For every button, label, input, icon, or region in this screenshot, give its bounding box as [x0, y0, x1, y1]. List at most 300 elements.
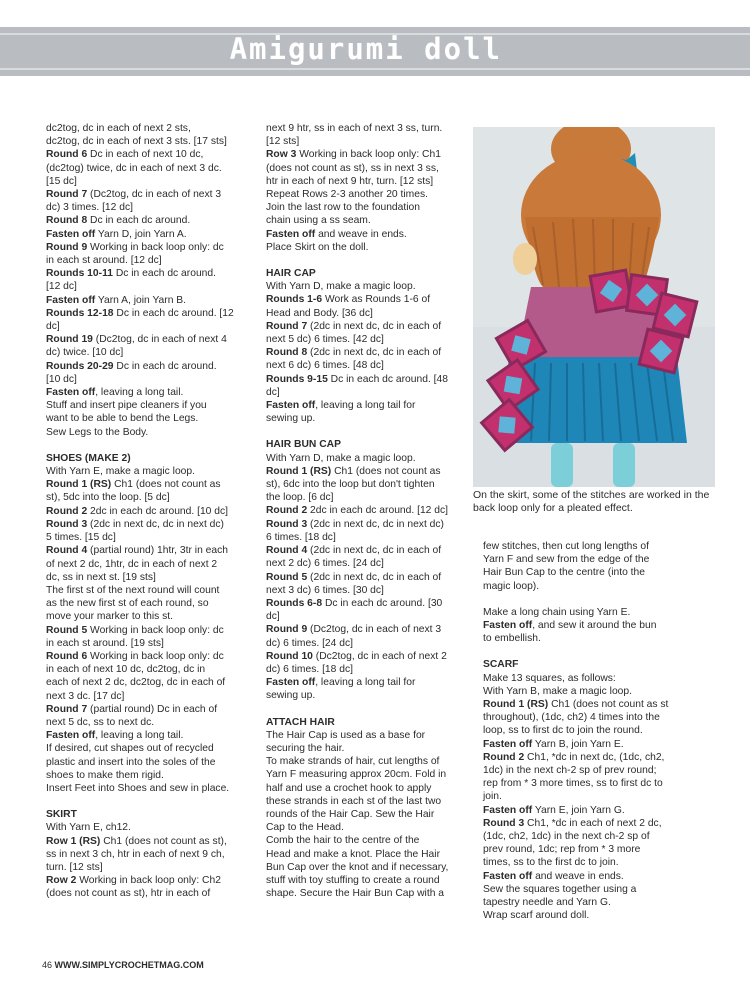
pattern-text: With Yarn B, make a magic loop.	[483, 685, 632, 697]
pattern-line	[46, 241, 246, 254]
pattern-text: want to be able to bend the Legs.	[46, 413, 199, 425]
pattern-text: Yarn B, join Yarn E.	[532, 738, 624, 750]
pattern-step-label: Fasten off	[483, 804, 533, 816]
pattern-step-label: Round 7	[266, 320, 308, 332]
pattern-line	[483, 843, 705, 856]
pattern-text: ss in next 3 ch, htr in each of next 9 ch,	[46, 848, 225, 860]
pattern-line	[266, 768, 462, 781]
pattern-line	[266, 518, 462, 531]
pattern-line	[46, 624, 246, 637]
section-heading: HAIR CAP	[266, 268, 316, 280]
section-heading: SHOES (MAKE 2)	[46, 452, 131, 464]
pattern-step-label: Rounds 1-6	[266, 294, 323, 306]
pattern-text: Dc in each of next 10 dc,	[87, 149, 204, 161]
pattern-line	[266, 307, 462, 320]
pattern-text: Bun Cap over the knot and if necessary,	[266, 861, 449, 873]
pattern-step-label: Round 4	[266, 545, 308, 557]
pattern-line	[266, 373, 462, 386]
pattern-text: Ch1, *dc in each of next 2 dc,	[524, 817, 662, 829]
pattern-step-label: Row 3	[266, 149, 297, 161]
pattern-line	[46, 254, 246, 267]
photo-caption: On the skirt, some of the stitches are worked in the back loop only for a pleated effect.	[473, 489, 710, 514]
pattern-text: Dc in each dc around. [48	[327, 373, 449, 385]
pattern-text: Dc in each dc around. [30	[322, 597, 443, 609]
pattern-text: [12 sts]	[266, 136, 300, 148]
pattern-line	[46, 650, 246, 663]
pattern-line	[266, 228, 462, 241]
page-title: Amigurumi doll	[229, 32, 502, 66]
pattern-text: each of next 2 dc, dc2tog, dc in each of	[46, 677, 226, 689]
pattern-line	[46, 346, 246, 359]
pattern-line	[46, 531, 246, 544]
pattern-text: Yarn A, join Yarn B.	[95, 294, 187, 306]
pattern-line	[266, 241, 462, 254]
pattern-line	[266, 175, 462, 188]
pattern-line	[46, 465, 246, 478]
title-banner	[0, 27, 750, 76]
pattern-line	[266, 162, 462, 175]
pattern-line	[46, 861, 246, 874]
pattern-line	[46, 597, 246, 610]
pattern-text: few stitches, then cut long lengths of	[483, 541, 649, 552]
pattern-step-label: Row 1 (RS)	[46, 835, 101, 847]
pattern-line	[266, 557, 462, 570]
pattern-line	[483, 724, 705, 737]
pattern-text: 1dc) in the next ch-2 sp of prev round;	[483, 765, 657, 777]
pattern-text: throughout), (1dc, ch2) 4 times into the	[483, 712, 660, 724]
pattern-text: rep from * 3 more times, ss to first dc to	[483, 778, 663, 790]
pattern-line	[266, 201, 462, 214]
pattern-line	[266, 597, 462, 610]
pattern-text: Join the last row to the foundation	[266, 202, 420, 214]
pattern-line	[483, 896, 705, 909]
pattern-line	[266, 874, 462, 887]
pattern-line	[46, 584, 246, 597]
pattern-text: Head and Body. [36 dc]	[266, 307, 373, 319]
pattern-line	[266, 637, 462, 650]
pattern-line	[266, 188, 462, 201]
pattern-text: next 5 dc) 6 times. [42 dc]	[266, 334, 384, 346]
text-column-3	[483, 540, 705, 922]
pattern-line	[483, 764, 705, 777]
pattern-text: Repeat Rows 2-3 another 20 times.	[266, 189, 428, 201]
pattern-line	[483, 685, 705, 698]
pattern-line	[483, 619, 705, 632]
pattern-text: in each st around. [19 sts]	[46, 637, 164, 649]
pattern-text: shoes to make them rigid.	[46, 769, 164, 781]
pattern-text: st), 5dc into the loop. [5 dc]	[46, 492, 170, 504]
pattern-text: Working in back loop only: dc	[87, 624, 224, 636]
pattern-step-label: Round 7	[46, 189, 88, 201]
pattern-text: The Hair Cap is used as a base for	[266, 729, 426, 741]
pattern-line	[46, 188, 246, 201]
pattern-line	[483, 566, 705, 579]
pattern-step-label: Round 1 (RS)	[483, 699, 549, 711]
pattern-line	[266, 465, 462, 478]
pattern-line	[483, 804, 705, 817]
pattern-line	[483, 553, 705, 566]
pattern-line	[46, 162, 246, 175]
pattern-text: Dc in each dc around. [12	[113, 307, 234, 319]
pattern-text: next 5 dc, ss to next dc.	[46, 716, 155, 728]
pattern-step-label: Fasten off	[46, 294, 96, 306]
pattern-text: Place Skirt on the doll.	[266, 241, 369, 253]
pattern-line	[46, 267, 246, 280]
pattern-step-label: Round 6	[46, 149, 88, 161]
pattern-text: dc]	[46, 321, 60, 333]
pattern-line	[266, 531, 462, 544]
pattern-text: loop, ss to first dc to join the round.	[483, 725, 643, 737]
pattern-line	[266, 742, 462, 755]
pattern-text: (Dc2tog, dc in each of next 4	[92, 334, 227, 346]
pattern-text: Ch1 (does not count as	[111, 479, 221, 491]
pattern-line	[266, 399, 462, 412]
pattern-line	[46, 756, 246, 769]
pattern-step-label: Round 9	[46, 241, 88, 253]
pattern-line	[46, 373, 246, 386]
section-heading: ATTACH HAIR	[266, 716, 335, 728]
pattern-line	[46, 637, 246, 650]
pattern-text: Ch1, *dc in next dc, (1dc, ch2,	[524, 751, 665, 763]
pattern-text: Make 13 squares, as follows:	[483, 672, 616, 684]
pattern-line	[483, 711, 705, 724]
pattern-step-label: Fasten off	[266, 228, 316, 240]
pattern-text: sewing up.	[266, 413, 316, 425]
pattern-line	[266, 795, 462, 808]
pattern-text: Sew the squares together using a	[483, 883, 637, 895]
pattern-text: (partial round) 1htr, 3tr in each	[87, 545, 228, 557]
pattern-line	[266, 834, 462, 847]
pattern-step-label: Round 7	[46, 703, 88, 715]
pattern-line	[46, 821, 246, 834]
pattern-line	[46, 307, 246, 320]
pattern-line	[483, 856, 705, 869]
doll-photo	[473, 127, 715, 487]
pattern-text: dc) 6 times. [24 dc]	[266, 637, 353, 649]
pattern-text: Cap to the Head.	[266, 822, 344, 834]
pattern-line	[266, 333, 462, 346]
pattern-step-label: Round 5	[46, 624, 88, 636]
pattern-text: (Dc2tog, dc in each of next 3	[307, 624, 442, 636]
pattern-line	[46, 135, 246, 148]
pattern-text: Stuff and insert pipe cleaners if you	[46, 400, 207, 412]
page-footer	[42, 960, 204, 970]
pattern-line	[46, 887, 246, 900]
pattern-line	[483, 790, 705, 803]
pattern-step-label: Round 10	[266, 650, 313, 662]
pattern-line	[266, 293, 462, 306]
pattern-text: Ch1 (does not count as st	[548, 699, 669, 711]
pattern-line	[46, 491, 246, 504]
pattern-line	[266, 214, 462, 227]
pattern-line	[46, 175, 246, 188]
pattern-line	[483, 672, 705, 685]
pattern-line	[266, 571, 462, 584]
pattern-line	[46, 663, 246, 676]
pattern-step-label: Fasten off	[266, 677, 316, 689]
pattern-text: Work as Rounds 1-6 of	[322, 294, 431, 306]
pattern-text: Dc in each dc around.	[87, 215, 191, 227]
pattern-text: 6 times. [18 dc]	[266, 531, 336, 543]
pattern-line	[46, 122, 246, 135]
pattern-line	[483, 883, 705, 896]
pattern-text: (2dc in next dc, dc in each of	[307, 320, 442, 332]
pattern-step-label: Fasten off	[483, 738, 533, 750]
pattern-line	[46, 399, 246, 412]
pattern-step-label: Rounds 12-18	[46, 307, 114, 319]
pattern-line	[46, 874, 246, 887]
pattern-step-label: Fasten off	[46, 730, 96, 742]
pattern-text: (dc2tog) twice, dc in each of next 3 dc.	[46, 162, 222, 174]
pattern-text: (Dc2tog, dc in each of next 2	[312, 650, 447, 662]
pattern-text: Make a long chain using Yarn E.	[483, 606, 631, 618]
pattern-text: and weave in ends.	[315, 228, 407, 240]
pattern-line	[46, 386, 246, 399]
pattern-line	[266, 544, 462, 557]
pattern-step-label: Round 2	[483, 751, 525, 763]
section-heading: SCARF	[483, 659, 519, 671]
pattern-line	[46, 505, 246, 518]
pattern-line	[266, 821, 462, 834]
pattern-line	[266, 729, 462, 742]
pattern-text: turn. [12 sts]	[46, 861, 103, 873]
pattern-text: next 3 dc) 6 times. [30 dc]	[266, 584, 384, 596]
pattern-step-label: Round 3	[46, 518, 88, 530]
text-column-1	[46, 122, 246, 901]
pattern-text: Dc in each dc around.	[113, 360, 217, 372]
pattern-line	[483, 777, 705, 790]
pattern-text: [15 dc]	[46, 175, 77, 187]
pattern-text: , and sew it around the bun	[532, 620, 657, 632]
pattern-line	[483, 817, 705, 830]
pattern-text: Working in back loop only: dc	[87, 650, 224, 662]
pattern-text: [10 dc]	[46, 373, 77, 385]
pattern-line	[266, 148, 462, 161]
pattern-line	[483, 830, 705, 843]
pattern-text: Sew Legs to the Body.	[46, 426, 149, 438]
pattern-text: Working in back loop only: dc	[87, 241, 224, 253]
pattern-line	[266, 504, 462, 517]
pattern-text: to embellish.	[483, 633, 541, 645]
pattern-text: dc]	[266, 611, 280, 623]
pattern-step-label: Round 8	[266, 347, 308, 359]
pattern-text: next 3 dc. [17 dc]	[46, 690, 125, 702]
pattern-text: the loop. [6 dc]	[266, 492, 334, 504]
pattern-text: plastic and insert into the soles of the	[46, 756, 216, 768]
pattern-text: The first st of the next round will count	[46, 584, 220, 596]
pattern-text: Comb the hair to the centre of the	[266, 835, 420, 847]
pattern-text: chain using a ss seam.	[266, 215, 371, 227]
pattern-line	[46, 294, 246, 307]
pattern-line	[266, 478, 462, 491]
pattern-step-label: Row 2	[46, 875, 77, 887]
pattern-line	[483, 751, 705, 764]
pattern-text: times, ss to the first dc to join.	[483, 857, 619, 869]
pattern-text: Working in back loop only: Ch2	[76, 875, 221, 887]
pattern-text: (1dc, ch2, 1dc) in the next ch-2 sp of	[483, 831, 650, 843]
pattern-line	[266, 650, 462, 663]
pattern-text: , leaving a long tail for	[315, 677, 416, 689]
pattern-text: Yarn F and sew from the edge of the	[483, 554, 650, 566]
pattern-line	[46, 544, 246, 557]
pattern-text: , leaving a long tail for	[315, 400, 416, 412]
pattern-text: If desired, cut shapes out of recycled	[46, 743, 214, 755]
pattern-text: Yarn D, join Yarn A.	[95, 228, 187, 240]
pattern-step-label: Round 2	[266, 505, 308, 517]
pattern-text: Head and make a knot. Place the Hair	[266, 848, 441, 860]
pattern-line	[46, 676, 246, 689]
pattern-line	[46, 478, 246, 491]
pattern-line	[266, 412, 462, 425]
pattern-line	[46, 716, 246, 729]
pattern-text: (2dc in next dc, dc in each of	[307, 347, 442, 359]
pattern-text: half and use a crochet hook to apply	[266, 782, 432, 794]
pattern-line	[46, 148, 246, 161]
pattern-text: prev round, 1dc; rep from * 3 more	[483, 844, 641, 856]
pattern-text: securing the hair.	[266, 742, 345, 754]
pattern-text: dc) 3 times. [12 dc]	[46, 202, 133, 214]
pattern-text: these strands in each st of the last two	[266, 795, 442, 807]
pattern-text: (2dc in next dc, dc in next dc)	[307, 518, 444, 530]
section-heading: HAIR BUN CAP	[266, 439, 341, 451]
pattern-text: next 6 dc) 6 times. [48 dc]	[266, 360, 384, 372]
pattern-line	[46, 835, 246, 848]
pattern-text: (does not count as st), htr in each of	[46, 888, 211, 900]
pattern-line	[266, 280, 462, 293]
pattern-line	[483, 632, 705, 645]
pattern-text: Yarn F measuring approx 20cm. Fold in	[266, 769, 447, 781]
pattern-text: Hair Bun Cap to the centre (into the	[483, 567, 645, 579]
pattern-text: magic loop).	[483, 580, 540, 592]
pattern-line	[266, 848, 462, 861]
pattern-line	[483, 870, 705, 883]
pattern-text: Ch1 (does not count as st),	[100, 835, 227, 847]
pattern-line	[266, 610, 462, 623]
pattern-line	[46, 201, 246, 214]
pattern-text: (Dc2tog, dc in each of next 3	[87, 189, 222, 201]
pattern-text: in each st around. [12 dc]	[46, 255, 162, 267]
pattern-line	[483, 698, 705, 711]
pattern-step-label: Rounds 6-8	[266, 597, 323, 609]
pattern-step-label: Fasten off	[483, 870, 533, 882]
pattern-step-label: Round 3	[483, 817, 525, 829]
pattern-step-label: Round 1 (RS)	[46, 479, 112, 491]
pattern-text: (2dc in next dc, dc in next dc)	[87, 518, 224, 530]
pattern-step-label: Fasten off	[483, 620, 533, 632]
pattern-text: dc) 6 times. [18 dc]	[266, 663, 353, 675]
pattern-text: dc, ss in next st. [19 sts]	[46, 571, 156, 583]
pattern-text: Ch1 (does not count as	[331, 465, 441, 477]
pattern-text: as the new first st of each round, so	[46, 598, 209, 610]
pattern-line	[46, 320, 246, 333]
pattern-text: (does not count as st), ss in next 3 ss,	[266, 162, 439, 174]
pattern-line	[266, 452, 462, 465]
pattern-line	[46, 558, 246, 571]
pattern-line	[266, 887, 462, 900]
pattern-line	[266, 663, 462, 676]
website-url: WWW.SIMPLYCROCHETMAG.COM	[54, 960, 204, 970]
pattern-text: , leaving a long tail.	[95, 387, 184, 399]
page-number: 46	[42, 960, 53, 970]
pattern-text: Insert Feet into Shoes and sew in place.	[46, 782, 230, 794]
pattern-line	[266, 782, 462, 795]
pattern-text: Wrap scarf around doll.	[483, 910, 590, 922]
pattern-line	[46, 729, 246, 742]
pattern-text: htr in each of next 9 htr, turn. [12 sts]	[266, 175, 434, 187]
pattern-text: move your marker to this st.	[46, 611, 174, 623]
pattern-line	[46, 228, 246, 241]
pattern-text: Dc in each dc around.	[112, 268, 216, 280]
pattern-step-label: Round 1 (RS)	[266, 465, 332, 477]
pattern-line	[46, 610, 246, 623]
pattern-line	[46, 360, 246, 373]
pattern-text: next 2 dc) 6 times. [24 dc]	[266, 558, 384, 570]
pattern-text: With Yarn E, make a magic loop.	[46, 466, 195, 478]
pattern-line	[266, 676, 462, 689]
pattern-line	[266, 755, 462, 768]
pattern-line	[483, 580, 705, 593]
pattern-line	[266, 386, 462, 399]
pattern-line	[46, 571, 246, 584]
pattern-line	[46, 333, 246, 346]
pattern-line	[266, 359, 462, 372]
pattern-line	[266, 861, 462, 874]
pattern-text: in each of next 10 dc, dc2tog, dc in	[46, 664, 206, 676]
pattern-text: dc]	[266, 386, 280, 398]
pattern-text: With Yarn E, ch12.	[46, 822, 131, 834]
pattern-text: rounds of the Hair Cap. Sew the Hair	[266, 808, 435, 820]
pattern-text: dc) twice. [10 dc]	[46, 347, 124, 359]
pattern-step-label: Rounds 20-29	[46, 360, 114, 372]
pattern-text: of next 2 dc, 1htr, dc in each of next 2	[46, 558, 218, 570]
pattern-step-label: Round 6	[46, 650, 88, 662]
pattern-text: next 9 htr, ss in each of next 3 ss, turn.	[266, 123, 443, 134]
pattern-text: [12 dc]	[46, 281, 77, 293]
pattern-line	[483, 738, 705, 751]
pattern-text: Yarn E, join Yarn G.	[532, 804, 625, 816]
pattern-text: Working in back loop only: Ch1	[296, 149, 441, 161]
pattern-step-label: Fasten off	[46, 228, 96, 240]
pattern-step-label: Round 4	[46, 545, 88, 557]
pattern-text: join.	[483, 791, 502, 803]
pattern-line	[266, 808, 462, 821]
pattern-step-label: Round 3	[266, 518, 308, 530]
pattern-step-label: Round 9	[266, 624, 308, 636]
pattern-line	[46, 214, 246, 227]
pattern-step-label: Fasten off	[266, 400, 316, 412]
pattern-step-label: Rounds 9-15	[266, 373, 328, 385]
section-heading: SKIRT	[46, 809, 77, 821]
pattern-text: To make strands of hair, cut lengths of	[266, 756, 440, 768]
pattern-line	[46, 690, 246, 703]
pattern-line	[46, 412, 246, 425]
pattern-text: 5 times. [15 dc]	[46, 532, 116, 544]
pattern-line	[46, 280, 246, 293]
pattern-text: With Yarn D, make a magic loop.	[266, 452, 416, 464]
pattern-text: shape. Secure the Hair Bun Cap with a	[266, 888, 445, 900]
pattern-text: 2dc in each dc around. [12 dc]	[307, 505, 449, 517]
pattern-line	[46, 742, 246, 755]
pattern-text: stuff with toy stuffing to create a round	[266, 874, 440, 886]
pattern-text: (2dc in next dc, dc in each of	[307, 545, 442, 557]
pattern-line	[46, 703, 246, 716]
pattern-text: 2dc in each dc around. [10 dc]	[87, 505, 229, 517]
pattern-step-label: Round 5	[266, 571, 308, 583]
pattern-step-label: Round 8	[46, 215, 88, 227]
pattern-line	[266, 491, 462, 504]
pattern-text: dc2tog, dc in each of next 2 sts,	[46, 123, 191, 134]
pattern-text: (2dc in next dc, dc in each of	[307, 571, 442, 583]
